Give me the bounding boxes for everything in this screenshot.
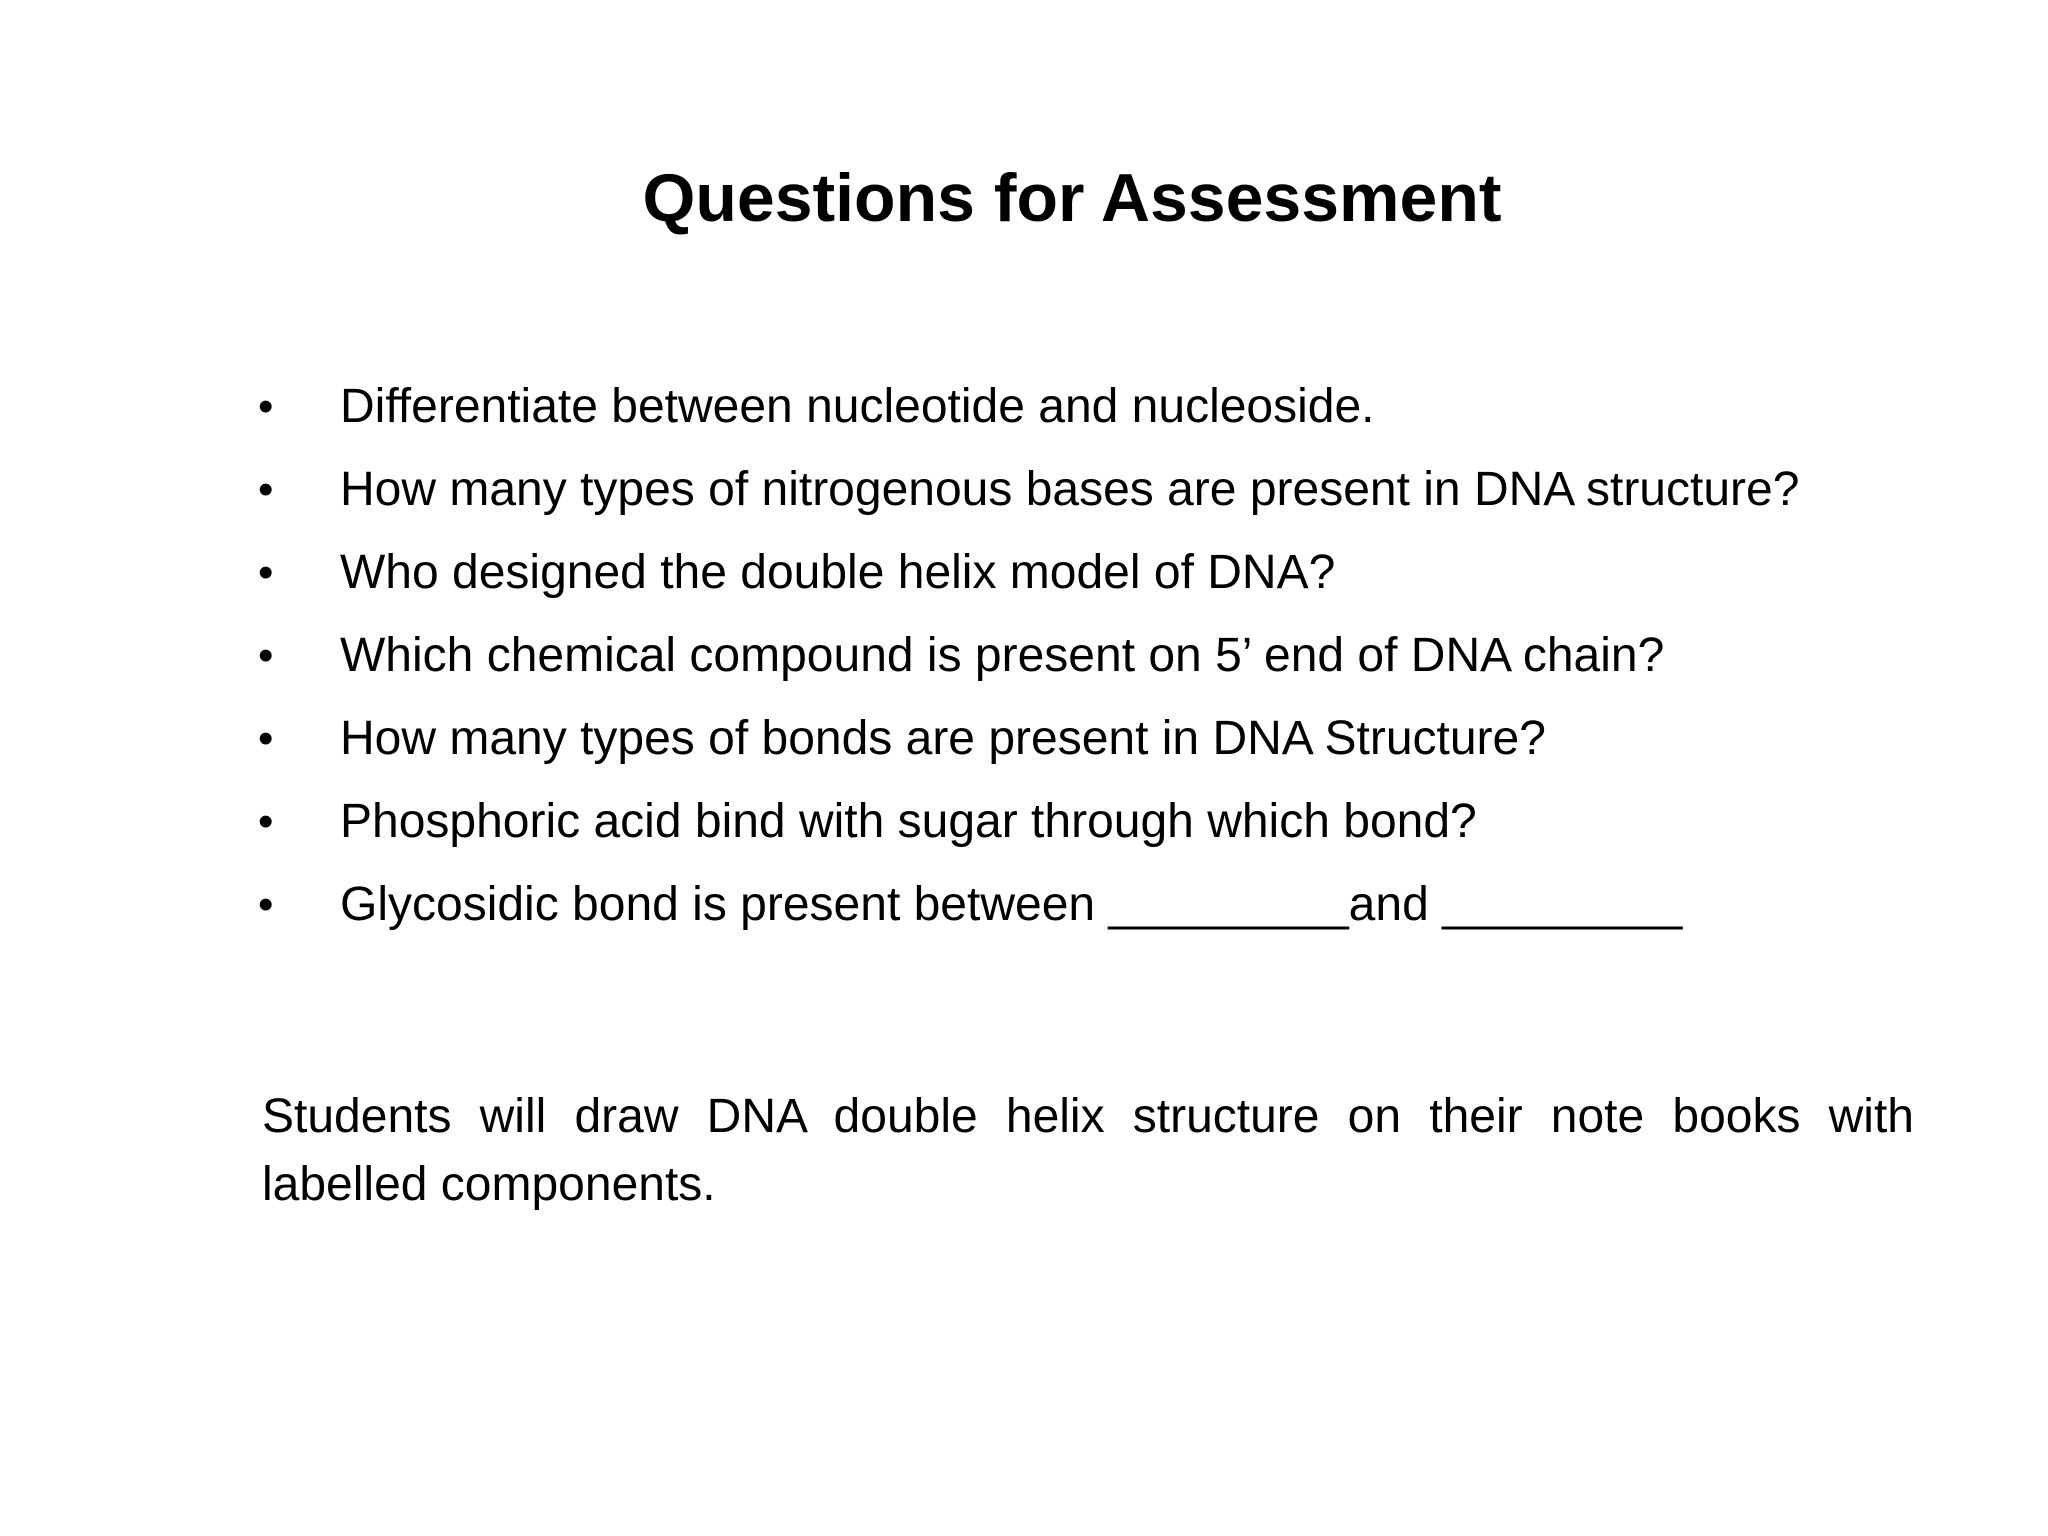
bullet-icon: • xyxy=(258,880,274,929)
bullet-icon: • xyxy=(258,714,274,763)
question-text-3: Who designed the double helix model of DNA? xyxy=(340,546,1336,599)
question-text-6: Phosphoric acid bind with sugar through which bond? xyxy=(340,795,1477,848)
bullet-icon: • xyxy=(258,631,274,680)
question-item-2 xyxy=(258,458,1978,541)
question-text-4: Which chemical compound is present on 5’ end of DNA chain? xyxy=(340,629,1665,682)
bullet-icon: • xyxy=(258,382,274,431)
bullet-icon: • xyxy=(258,797,274,846)
question-text-5: How many types of bonds are present in DNA Structure? xyxy=(340,712,1546,765)
question-item-6 xyxy=(258,790,1978,873)
question-text-1: Differentiate between nucleotide and nucleoside. xyxy=(340,380,1375,433)
question-text-2: How many types of nitrogenous bases are present in DNA structure? xyxy=(340,463,1800,516)
bullet-icon: • xyxy=(258,548,274,597)
question-item-7 xyxy=(258,873,1978,956)
question-list xyxy=(258,375,1978,956)
question-text-7: Glycosidic bond is present between _________and _________ xyxy=(340,878,1683,931)
question-item-5 xyxy=(258,707,1978,790)
question-item-1 xyxy=(258,375,1978,458)
question-item-4 xyxy=(258,624,1978,707)
bullet-icon: • xyxy=(258,465,274,514)
question-item-3 xyxy=(258,541,1978,624)
slide-title: Questions for Assessment xyxy=(642,160,1502,236)
assessment-note: Students will draw DNA double helix structure on their note books with labelled components. xyxy=(262,1090,1914,1211)
